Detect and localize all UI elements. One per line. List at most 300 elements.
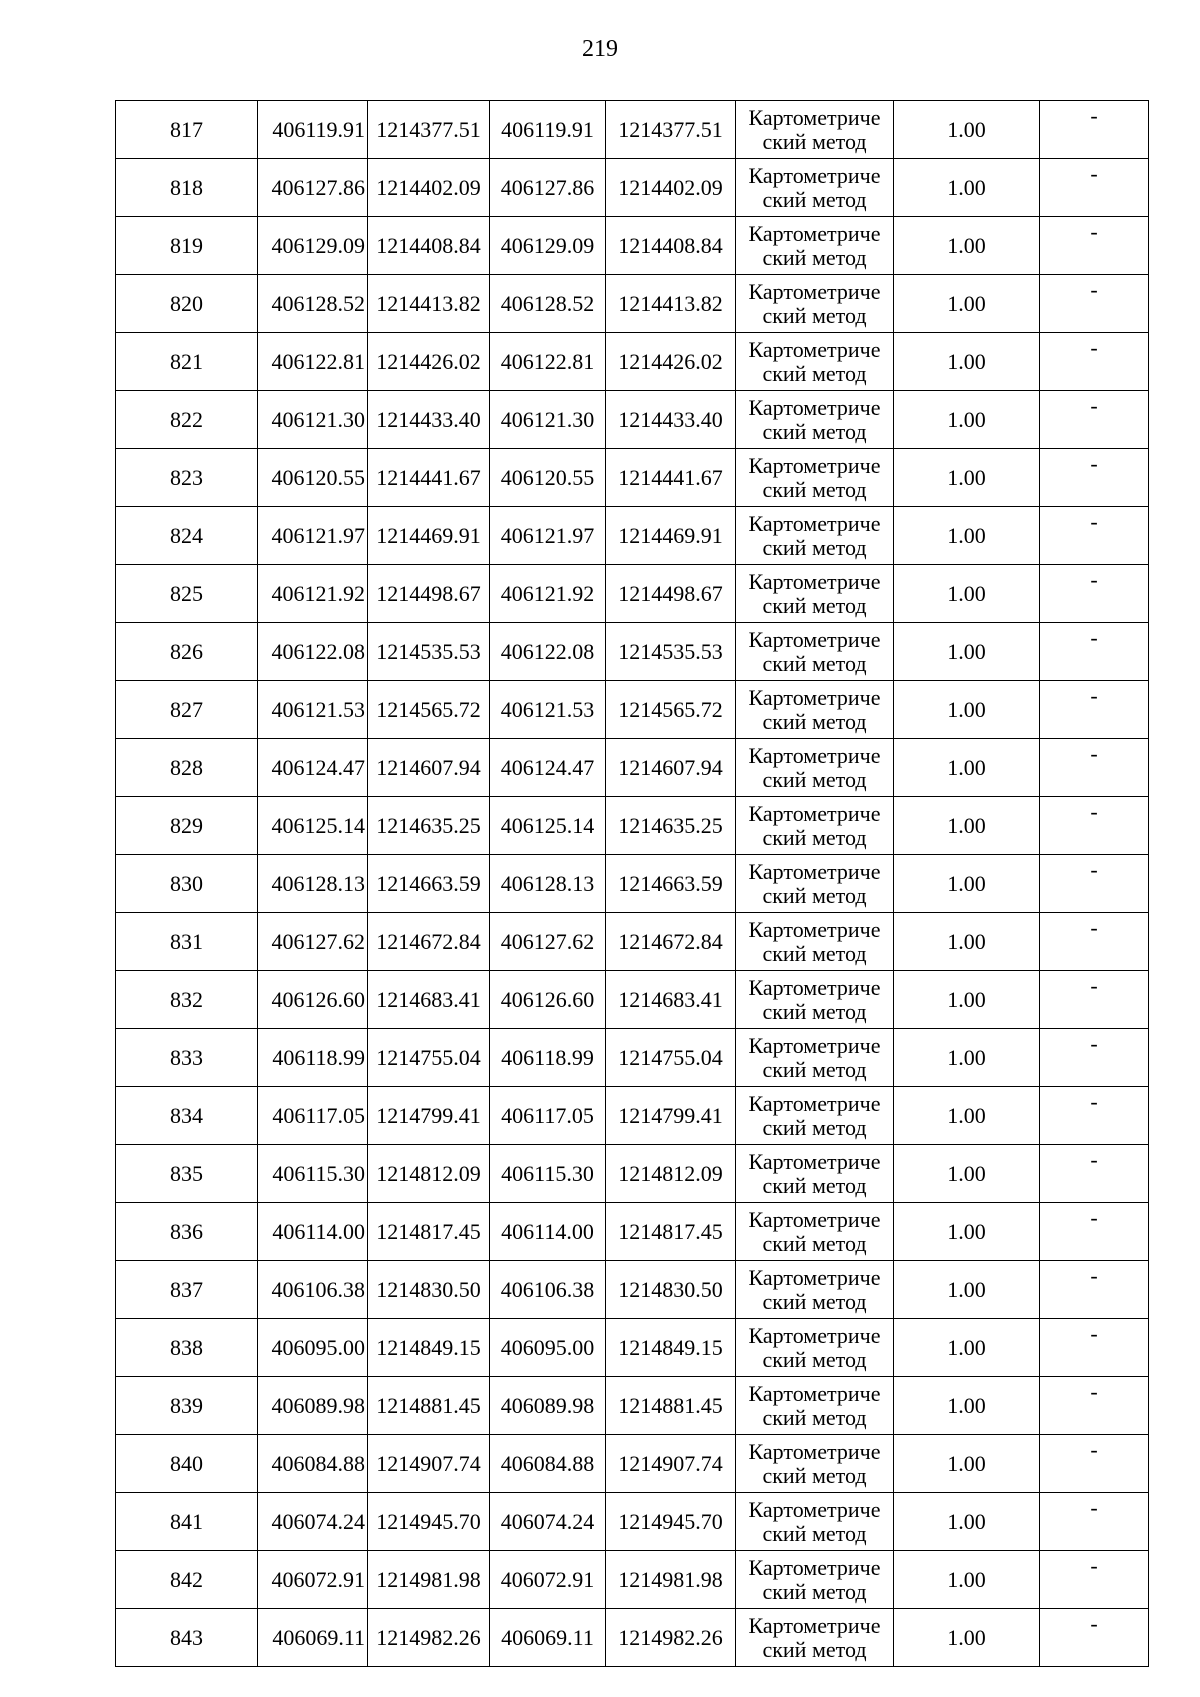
x-coordinate-cell: 406074.24 [258, 1493, 368, 1551]
note-cell: - [1040, 913, 1149, 971]
y-coordinate-repeat-cell: 1214535.53 [606, 623, 736, 681]
method-text-line-1: Картометриче [748, 1496, 881, 1522]
accuracy-cell: 1.00 [894, 855, 1040, 913]
method-text-line-2: ский метод [762, 940, 867, 966]
x-coordinate-cell: 406122.81 [258, 333, 368, 391]
table-row [116, 1319, 1149, 1377]
accuracy-cell: 1.00 [894, 1551, 1040, 1609]
x-coordinate-cell: 406114.00 [258, 1203, 368, 1261]
accuracy-cell: 1.00 [894, 1087, 1040, 1145]
point-number-cell: 841 [116, 1493, 258, 1551]
y-coordinate-cell: 1214830.50 [368, 1261, 490, 1319]
method-text-line-2: ский метод [762, 302, 867, 328]
x-coordinate-repeat-cell: 406095.00 [490, 1319, 606, 1377]
point-number-cell: 822 [116, 391, 258, 449]
x-coordinate-repeat-cell: 406127.62 [490, 913, 606, 971]
point-number-cell: 840 [116, 1435, 258, 1493]
method-text-line-2: ский метод [762, 1114, 867, 1140]
method-text-line-2: ский метод [762, 1520, 867, 1546]
x-coordinate-repeat-cell: 406119.91 [490, 101, 606, 159]
y-coordinate-cell: 1214498.67 [368, 565, 490, 623]
note-cell: - [1040, 1087, 1149, 1145]
x-coordinate-repeat-cell: 406128.13 [490, 855, 606, 913]
method-cell [736, 855, 894, 913]
y-coordinate-cell: 1214408.84 [368, 217, 490, 275]
accuracy-cell: 1.00 [894, 333, 1040, 391]
x-coordinate-repeat-cell: 406121.97 [490, 507, 606, 565]
method-cell [736, 391, 894, 449]
y-coordinate-cell: 1214683.41 [368, 971, 490, 1029]
x-coordinate-cell: 406084.88 [258, 1435, 368, 1493]
y-coordinate-repeat-cell: 1214498.67 [606, 565, 736, 623]
method-text-line-1: Картометриче [748, 1322, 881, 1348]
note-cell: - [1040, 1029, 1149, 1087]
method-cell [736, 1493, 894, 1551]
method-cell [736, 1551, 894, 1609]
x-coordinate-repeat-cell: 406106.38 [490, 1261, 606, 1319]
note-cell: - [1040, 855, 1149, 913]
note-cell: - [1040, 565, 1149, 623]
point-number-cell: 823 [116, 449, 258, 507]
note-cell: - [1040, 1435, 1149, 1493]
y-coordinate-cell: 1214377.51 [368, 101, 490, 159]
method-text-line-1: Картометриче [748, 452, 881, 478]
y-coordinate-repeat-cell: 1214433.40 [606, 391, 736, 449]
method-text-line-1: Картометриче [748, 974, 881, 1000]
method-text-line-1: Картометриче [748, 742, 881, 768]
point-number-cell: 826 [116, 623, 258, 681]
y-coordinate-cell: 1214441.67 [368, 449, 490, 507]
y-coordinate-repeat-cell: 1214982.26 [606, 1609, 736, 1667]
y-coordinate-cell: 1214907.74 [368, 1435, 490, 1493]
method-cell [736, 1261, 894, 1319]
method-cell [736, 681, 894, 739]
method-text-line-1: Картометриче [748, 394, 881, 420]
method-text-line-1: Картометриче [748, 684, 881, 710]
point-number-cell: 834 [116, 1087, 258, 1145]
method-text-line-1: Картометриче [748, 278, 881, 304]
method-cell [736, 1087, 894, 1145]
note-cell: - [1040, 1261, 1149, 1319]
note-cell: - [1040, 1493, 1149, 1551]
table-row [116, 159, 1149, 217]
table-row [116, 739, 1149, 797]
method-text-line-2: ский метод [762, 244, 867, 270]
table-row [116, 449, 1149, 507]
accuracy-cell: 1.00 [894, 101, 1040, 159]
y-coordinate-cell: 1214535.53 [368, 623, 490, 681]
accuracy-cell: 1.00 [894, 739, 1040, 797]
point-number-cell: 817 [116, 101, 258, 159]
x-coordinate-repeat-cell: 406122.08 [490, 623, 606, 681]
note-cell: - [1040, 681, 1149, 739]
method-text-line-2: ский метод [762, 1404, 867, 1430]
table-row [116, 797, 1149, 855]
x-coordinate-cell: 406115.30 [258, 1145, 368, 1203]
y-coordinate-cell: 1214849.15 [368, 1319, 490, 1377]
note-cell: - [1040, 971, 1149, 1029]
y-coordinate-repeat-cell: 1214907.74 [606, 1435, 736, 1493]
x-coordinate-cell: 406121.30 [258, 391, 368, 449]
x-coordinate-repeat-cell: 406122.81 [490, 333, 606, 391]
point-number-cell: 818 [116, 159, 258, 217]
accuracy-cell: 1.00 [894, 1261, 1040, 1319]
method-text-line-1: Картометриче [748, 336, 881, 362]
note-cell: - [1040, 275, 1149, 333]
y-coordinate-repeat-cell: 1214426.02 [606, 333, 736, 391]
x-coordinate-repeat-cell: 406089.98 [490, 1377, 606, 1435]
table-row [116, 681, 1149, 739]
x-coordinate-cell: 406127.86 [258, 159, 368, 217]
y-coordinate-repeat-cell: 1214849.15 [606, 1319, 736, 1377]
y-coordinate-repeat-cell: 1214635.25 [606, 797, 736, 855]
method-text-line-2: ский метод [762, 360, 867, 386]
point-number-cell: 835 [116, 1145, 258, 1203]
y-coordinate-cell: 1214799.41 [368, 1087, 490, 1145]
point-number-cell: 820 [116, 275, 258, 333]
note-cell: - [1040, 739, 1149, 797]
point-number-cell: 836 [116, 1203, 258, 1261]
x-coordinate-repeat-cell: 406074.24 [490, 1493, 606, 1551]
point-number-cell: 838 [116, 1319, 258, 1377]
y-coordinate-repeat-cell: 1214812.09 [606, 1145, 736, 1203]
y-coordinate-cell: 1214755.04 [368, 1029, 490, 1087]
x-coordinate-cell: 406128.52 [258, 275, 368, 333]
y-coordinate-cell: 1214672.84 [368, 913, 490, 971]
y-coordinate-repeat-cell: 1214413.82 [606, 275, 736, 333]
y-coordinate-cell: 1214433.40 [368, 391, 490, 449]
y-coordinate-repeat-cell: 1214377.51 [606, 101, 736, 159]
x-coordinate-repeat-cell: 406118.99 [490, 1029, 606, 1087]
y-coordinate-repeat-cell: 1214441.67 [606, 449, 736, 507]
point-number-cell: 828 [116, 739, 258, 797]
y-coordinate-cell: 1214812.09 [368, 1145, 490, 1203]
y-coordinate-cell: 1214565.72 [368, 681, 490, 739]
method-text-line-2: ский метод [762, 1578, 867, 1604]
x-coordinate-cell: 406106.38 [258, 1261, 368, 1319]
y-coordinate-cell: 1214469.91 [368, 507, 490, 565]
method-cell [736, 1029, 894, 1087]
y-coordinate-cell: 1214981.98 [368, 1551, 490, 1609]
x-coordinate-cell: 406125.14 [258, 797, 368, 855]
method-text-line-2: ский метод [762, 708, 867, 734]
method-cell [736, 333, 894, 391]
accuracy-cell: 1.00 [894, 1609, 1040, 1667]
method-text-line-1: Картометриче [748, 1090, 881, 1116]
table-row [116, 275, 1149, 333]
note-cell: - [1040, 1551, 1149, 1609]
y-coordinate-repeat-cell: 1214607.94 [606, 739, 736, 797]
point-number-cell: 827 [116, 681, 258, 739]
x-coordinate-repeat-cell: 406114.00 [490, 1203, 606, 1261]
note-cell: - [1040, 101, 1149, 159]
x-coordinate-cell: 406069.11 [258, 1609, 368, 1667]
accuracy-cell: 1.00 [894, 1493, 1040, 1551]
table-row [116, 1609, 1149, 1667]
accuracy-cell: 1.00 [894, 681, 1040, 739]
method-text-line-2: ский метод [762, 882, 867, 908]
method-text-line-2: ский метод [762, 534, 867, 560]
method-cell [736, 101, 894, 159]
y-coordinate-cell: 1214413.82 [368, 275, 490, 333]
note-cell: - [1040, 1203, 1149, 1261]
table-row [116, 1493, 1149, 1551]
accuracy-cell: 1.00 [894, 623, 1040, 681]
table-row [116, 1551, 1149, 1609]
point-number-cell: 825 [116, 565, 258, 623]
y-coordinate-cell: 1214881.45 [368, 1377, 490, 1435]
method-cell [736, 159, 894, 217]
accuracy-cell: 1.00 [894, 217, 1040, 275]
method-cell [736, 565, 894, 623]
point-number-cell: 839 [116, 1377, 258, 1435]
table-row [116, 507, 1149, 565]
coordinates-table [115, 100, 1149, 1667]
method-text-line-2: ский метод [762, 1056, 867, 1082]
method-text-line-1: Картометриче [748, 916, 881, 942]
table-row [116, 1087, 1149, 1145]
point-number-cell: 830 [116, 855, 258, 913]
note-cell: - [1040, 623, 1149, 681]
method-cell [736, 1609, 894, 1667]
note-cell: - [1040, 449, 1149, 507]
x-coordinate-repeat-cell: 406115.30 [490, 1145, 606, 1203]
accuracy-cell: 1.00 [894, 1203, 1040, 1261]
method-text-line-1: Картометриче [748, 510, 881, 536]
x-coordinate-cell: 406121.53 [258, 681, 368, 739]
method-text-line-2: ский метод [762, 1230, 867, 1256]
method-text-line-2: ский метод [762, 186, 867, 212]
note-cell: - [1040, 797, 1149, 855]
y-coordinate-cell: 1214635.25 [368, 797, 490, 855]
y-coordinate-repeat-cell: 1214683.41 [606, 971, 736, 1029]
method-text-line-1: Картометриче [748, 800, 881, 826]
accuracy-cell: 1.00 [894, 565, 1040, 623]
x-coordinate-cell: 406129.09 [258, 217, 368, 275]
x-coordinate-repeat-cell: 406120.55 [490, 449, 606, 507]
method-cell [736, 449, 894, 507]
y-coordinate-repeat-cell: 1214799.41 [606, 1087, 736, 1145]
table-row [116, 1145, 1149, 1203]
method-text-line-1: Картометриче [748, 1612, 881, 1638]
method-text-line-1: Картометриче [748, 858, 881, 884]
method-text-line-1: Картометриче [748, 1148, 881, 1174]
table-row [116, 101, 1149, 159]
x-coordinate-cell: 406127.62 [258, 913, 368, 971]
table-row [116, 1435, 1149, 1493]
y-coordinate-cell: 1214982.26 [368, 1609, 490, 1667]
accuracy-cell: 1.00 [894, 1435, 1040, 1493]
y-coordinate-repeat-cell: 1214565.72 [606, 681, 736, 739]
method-text-line-1: Картометриче [748, 1032, 881, 1058]
y-coordinate-repeat-cell: 1214402.09 [606, 159, 736, 217]
table-row [116, 913, 1149, 971]
x-coordinate-repeat-cell: 406126.60 [490, 971, 606, 1029]
method-cell [736, 1319, 894, 1377]
method-cell [736, 971, 894, 1029]
accuracy-cell: 1.00 [894, 1377, 1040, 1435]
method-cell [736, 1145, 894, 1203]
method-text-line-2: ский метод [762, 476, 867, 502]
y-coordinate-cell: 1214817.45 [368, 1203, 490, 1261]
y-coordinate-repeat-cell: 1214830.50 [606, 1261, 736, 1319]
note-cell: - [1040, 217, 1149, 275]
y-coordinate-cell: 1214426.02 [368, 333, 490, 391]
point-number-cell: 837 [116, 1261, 258, 1319]
point-number-cell: 824 [116, 507, 258, 565]
method-text-line-2: ский метод [762, 128, 867, 154]
x-coordinate-repeat-cell: 406117.05 [490, 1087, 606, 1145]
x-coordinate-repeat-cell: 406128.52 [490, 275, 606, 333]
point-number-cell: 821 [116, 333, 258, 391]
x-coordinate-cell: 406117.05 [258, 1087, 368, 1145]
table-row [116, 971, 1149, 1029]
x-coordinate-cell: 406119.91 [258, 101, 368, 159]
method-text-line-2: ский метод [762, 1346, 867, 1372]
table-row [116, 333, 1149, 391]
point-number-cell: 819 [116, 217, 258, 275]
table-row [116, 565, 1149, 623]
y-coordinate-cell: 1214607.94 [368, 739, 490, 797]
x-coordinate-cell: 406118.99 [258, 1029, 368, 1087]
accuracy-cell: 1.00 [894, 391, 1040, 449]
x-coordinate-cell: 406120.55 [258, 449, 368, 507]
table-row [116, 1261, 1149, 1319]
method-cell [736, 623, 894, 681]
y-coordinate-repeat-cell: 1214672.84 [606, 913, 736, 971]
x-coordinate-repeat-cell: 406072.91 [490, 1551, 606, 1609]
x-coordinate-cell: 406121.97 [258, 507, 368, 565]
method-text-line-2: ский метод [762, 592, 867, 618]
y-coordinate-cell: 1214945.70 [368, 1493, 490, 1551]
table-row [116, 391, 1149, 449]
method-text-line-2: ский метод [762, 1636, 867, 1662]
note-cell: - [1040, 333, 1149, 391]
note-cell: - [1040, 1319, 1149, 1377]
y-coordinate-repeat-cell: 1214945.70 [606, 1493, 736, 1551]
method-cell [736, 797, 894, 855]
note-cell: - [1040, 1377, 1149, 1435]
accuracy-cell: 1.00 [894, 1145, 1040, 1203]
accuracy-cell: 1.00 [894, 507, 1040, 565]
method-cell [736, 1377, 894, 1435]
x-coordinate-repeat-cell: 406084.88 [490, 1435, 606, 1493]
x-coordinate-cell: 406089.98 [258, 1377, 368, 1435]
method-text-line-2: ский метод [762, 1462, 867, 1488]
method-text-line-1: Картометриче [748, 1554, 881, 1580]
method-text-line-2: ский метод [762, 824, 867, 850]
accuracy-cell: 1.00 [894, 913, 1040, 971]
x-coordinate-repeat-cell: 406121.30 [490, 391, 606, 449]
x-coordinate-cell: 406124.47 [258, 739, 368, 797]
page-number: 219 [582, 36, 618, 62]
x-coordinate-repeat-cell: 406121.53 [490, 681, 606, 739]
method-cell [736, 507, 894, 565]
y-coordinate-repeat-cell: 1214469.91 [606, 507, 736, 565]
method-cell [736, 739, 894, 797]
accuracy-cell: 1.00 [894, 275, 1040, 333]
note-cell: - [1040, 1145, 1149, 1203]
y-coordinate-repeat-cell: 1214663.59 [606, 855, 736, 913]
x-coordinate-repeat-cell: 406129.09 [490, 217, 606, 275]
method-cell [736, 275, 894, 333]
x-coordinate-cell: 406126.60 [258, 971, 368, 1029]
y-coordinate-repeat-cell: 1214981.98 [606, 1551, 736, 1609]
accuracy-cell: 1.00 [894, 1029, 1040, 1087]
y-coordinate-repeat-cell: 1214817.45 [606, 1203, 736, 1261]
method-cell [736, 217, 894, 275]
y-coordinate-cell: 1214663.59 [368, 855, 490, 913]
accuracy-cell: 1.00 [894, 159, 1040, 217]
table-row [116, 623, 1149, 681]
y-coordinate-repeat-cell: 1214755.04 [606, 1029, 736, 1087]
x-coordinate-repeat-cell: 406121.92 [490, 565, 606, 623]
table-row [116, 1029, 1149, 1087]
table-row [116, 217, 1149, 275]
method-text-line-1: Картометриче [748, 220, 881, 246]
x-coordinate-repeat-cell: 406069.11 [490, 1609, 606, 1667]
method-text-line-1: Картометриче [748, 568, 881, 594]
accuracy-cell: 1.00 [894, 449, 1040, 507]
x-coordinate-repeat-cell: 406124.47 [490, 739, 606, 797]
table-row [116, 1377, 1149, 1435]
method-text-line-2: ский метод [762, 1288, 867, 1314]
note-cell: - [1040, 507, 1149, 565]
method-text-line-2: ский метод [762, 650, 867, 676]
x-coordinate-repeat-cell: 406127.86 [490, 159, 606, 217]
note-cell: - [1040, 159, 1149, 217]
y-coordinate-repeat-cell: 1214881.45 [606, 1377, 736, 1435]
method-text-line-1: Картометриче [748, 1438, 881, 1464]
method-text-line-1: Картометриче [748, 626, 881, 652]
method-text-line-2: ский метод [762, 418, 867, 444]
table-row [116, 855, 1149, 913]
note-cell: - [1040, 1609, 1149, 1667]
point-number-cell: 829 [116, 797, 258, 855]
table-row [116, 1203, 1149, 1261]
point-number-cell: 843 [116, 1609, 258, 1667]
method-text-line-2: ский метод [762, 766, 867, 792]
method-cell [736, 1435, 894, 1493]
method-text-line-1: Картометриче [748, 1380, 881, 1406]
accuracy-cell: 1.00 [894, 1319, 1040, 1377]
note-cell: - [1040, 391, 1149, 449]
x-coordinate-cell: 406072.91 [258, 1551, 368, 1609]
method-cell [736, 1203, 894, 1261]
accuracy-cell: 1.00 [894, 971, 1040, 1029]
y-coordinate-cell: 1214402.09 [368, 159, 490, 217]
table-body [116, 101, 1149, 1667]
point-number-cell: 831 [116, 913, 258, 971]
point-number-cell: 842 [116, 1551, 258, 1609]
method-text-line-1: Картометриче [748, 1206, 881, 1232]
point-number-cell: 832 [116, 971, 258, 1029]
point-number-cell: 833 [116, 1029, 258, 1087]
method-cell [736, 913, 894, 971]
x-coordinate-cell: 406122.08 [258, 623, 368, 681]
method-text-line-1: Картометриче [748, 104, 881, 130]
method-text-line-1: Картометриче [748, 162, 881, 188]
x-coordinate-cell: 406128.13 [258, 855, 368, 913]
accuracy-cell: 1.00 [894, 797, 1040, 855]
x-coordinate-cell: 406095.00 [258, 1319, 368, 1377]
y-coordinate-repeat-cell: 1214408.84 [606, 217, 736, 275]
method-text-line-1: Картометриче [748, 1264, 881, 1290]
x-coordinate-cell: 406121.92 [258, 565, 368, 623]
method-text-line-2: ский метод [762, 998, 867, 1024]
x-coordinate-repeat-cell: 406125.14 [490, 797, 606, 855]
method-text-line-2: ский метод [762, 1172, 867, 1198]
